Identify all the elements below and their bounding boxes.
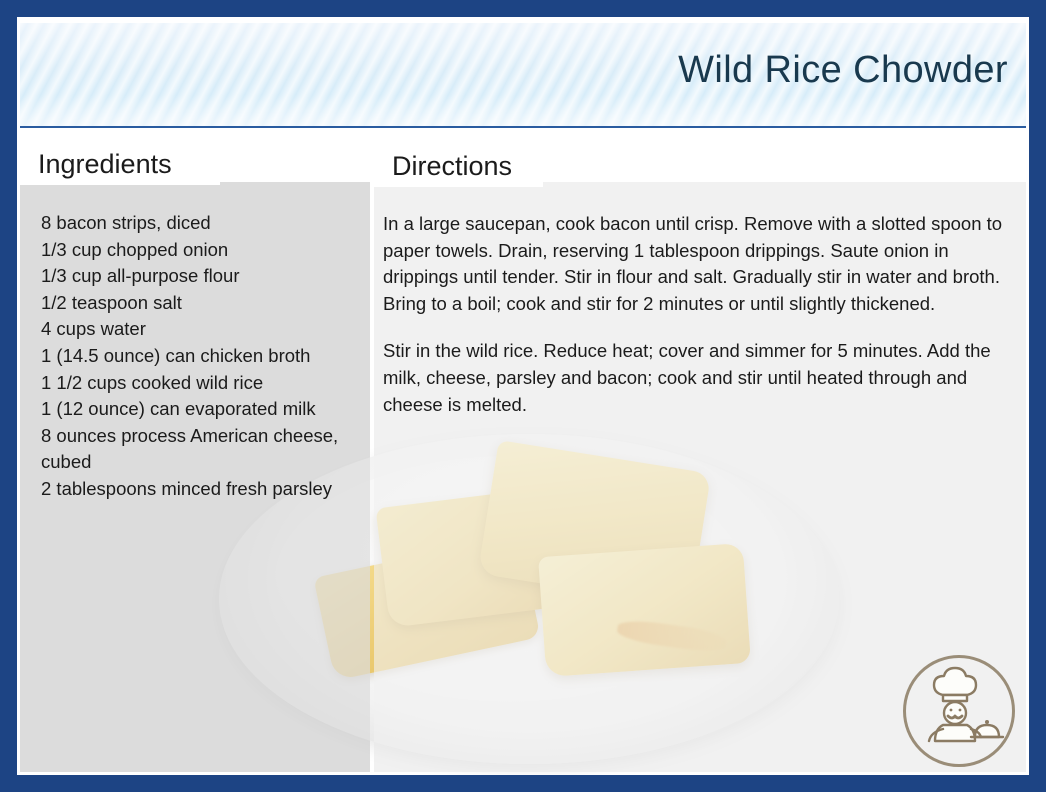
list-item: 4 cups water bbox=[41, 318, 146, 340]
title-banner bbox=[20, 23, 1026, 128]
page-title: Wild Rice Chowder bbox=[678, 49, 1008, 91]
list-item: 1/3 cup chopped onion bbox=[41, 238, 229, 260]
ingredients-heading: Ingredients bbox=[20, 145, 220, 185]
chef-logo bbox=[903, 655, 1015, 767]
ingredients-list bbox=[41, 210, 361, 503]
list-item: 1 1/2 cups cooked wild rice bbox=[41, 371, 264, 393]
list-item: 2 tablespoons minced fresh parsley bbox=[41, 477, 333, 499]
directions-text bbox=[383, 211, 1023, 439]
logo-ring bbox=[903, 655, 1015, 767]
list-item: 1 (12 ounce) can evaporated milk bbox=[41, 398, 316, 420]
directions-paragraph: Stir in the wild rice. Reduce heat; cover and simmer for 5 minutes. Add the milk, cheese, parsley and bacon; cook and stir until heated through and cheese is melted. bbox=[383, 340, 991, 415]
list-item: 1/3 cup all-purpose flour bbox=[41, 265, 240, 287]
directions-paragraph: In a large saucepan, cook bacon until crisp. Remove with a slotted spoon to paper towels. Drain, reserving 1 tablespoon drippings. Saute onion in drippings until tender. Stir in flour and salt. Gradually stir in water and broth. Bring to a boil; cook and stir for 2 minutes or until slightly thickened. bbox=[383, 213, 1003, 314]
list-item: 1/2 teaspoon salt bbox=[41, 291, 182, 313]
recipe-card bbox=[17, 17, 1029, 775]
list-item: 1 (14.5 ounce) can chicken broth bbox=[41, 344, 311, 366]
directions-heading: Directions bbox=[374, 147, 543, 187]
list-item: 8 bacon strips, diced bbox=[41, 212, 211, 233]
list-item: 8 ounces process American cheese, cubed bbox=[41, 424, 339, 473]
